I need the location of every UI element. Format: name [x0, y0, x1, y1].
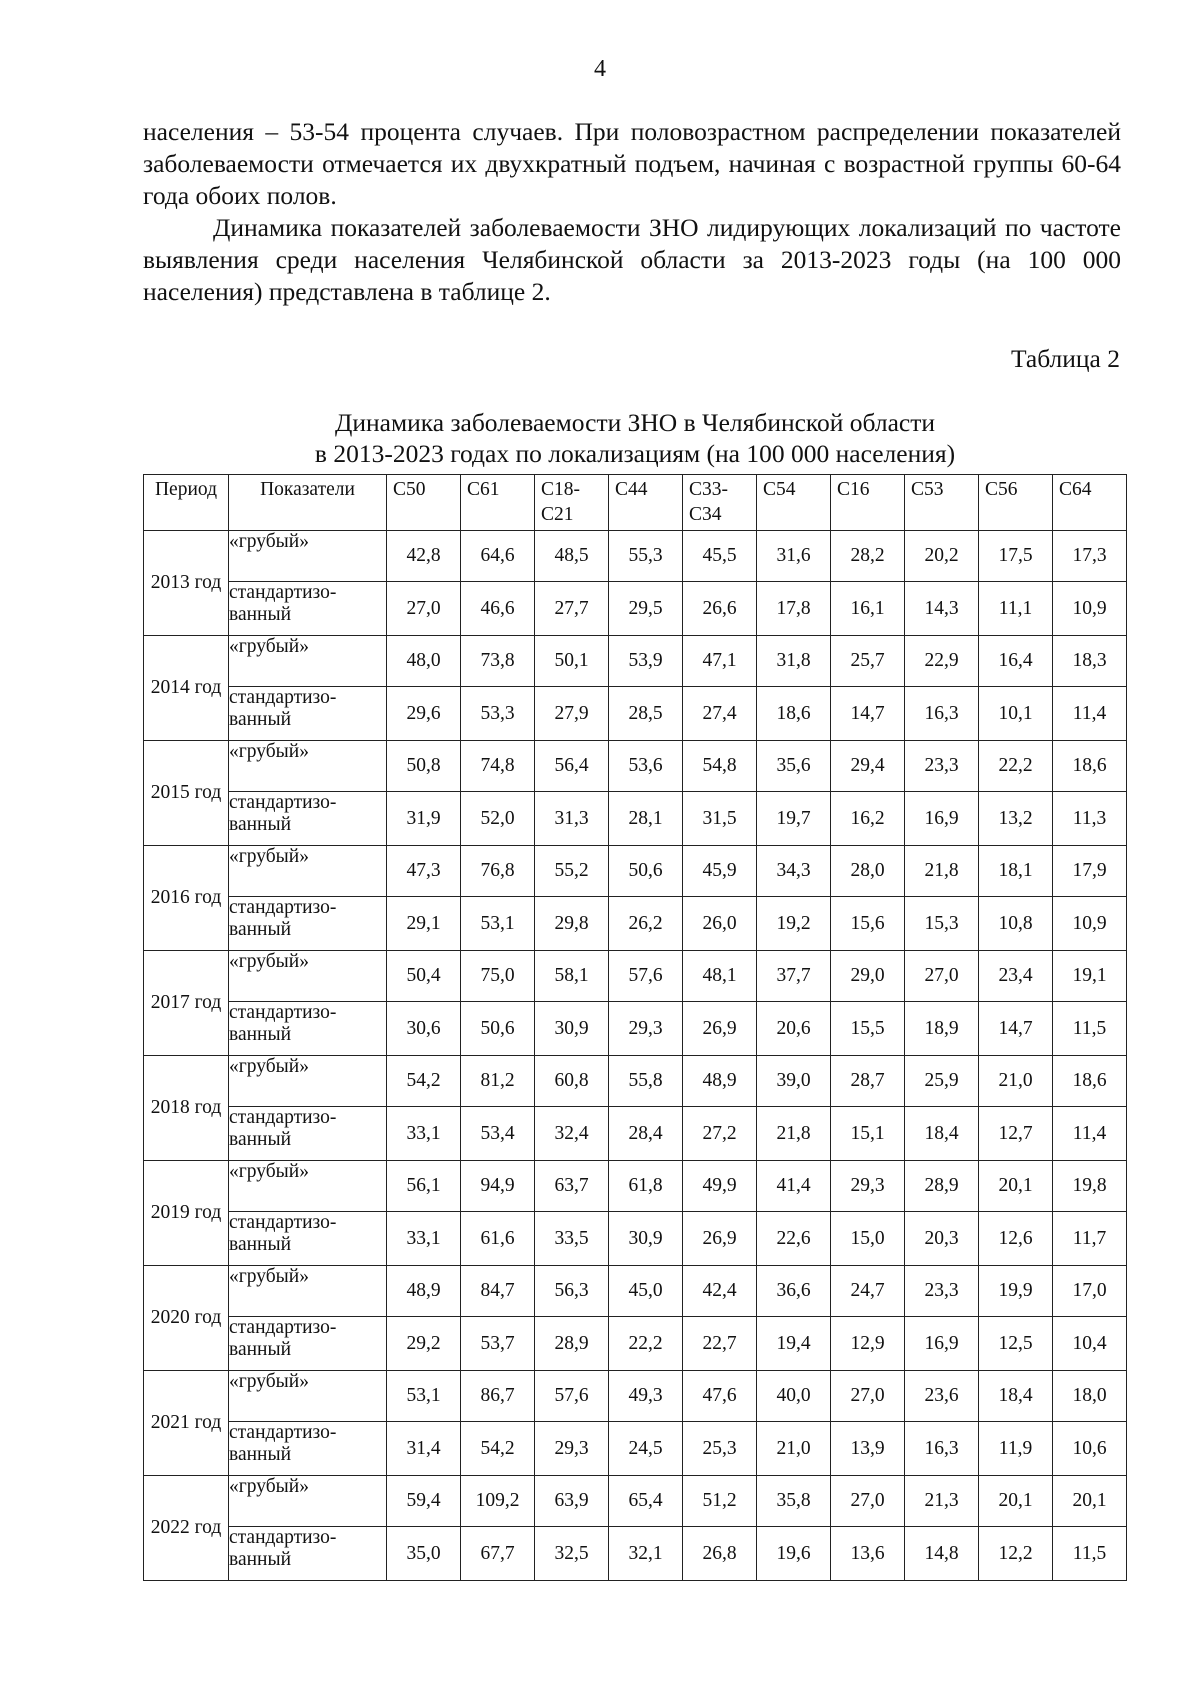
indicator-standardized: стандартизо-ванный — [229, 792, 387, 846]
value-cell: 25,7 — [831, 636, 905, 687]
value-cell: 39,0 — [757, 1056, 831, 1107]
indicator-standardized: стандартизо-ванный — [229, 1002, 387, 1056]
value-cell: 16,3 — [905, 687, 979, 741]
table-header-row — [144, 475, 1127, 531]
value-cell: 18,3 — [1053, 636, 1127, 687]
value-cell: 58,1 — [535, 951, 609, 1002]
value-cell: 47,6 — [683, 1371, 757, 1422]
header-c50: С50 — [387, 475, 461, 531]
value-cell: 49,9 — [683, 1161, 757, 1212]
value-cell: 10,8 — [979, 897, 1053, 951]
value-cell: 14,7 — [831, 687, 905, 741]
value-cell: 29,1 — [387, 897, 461, 951]
table-title-line-1: Динамика заболеваемости ЗНО в Челябинской области — [334, 408, 936, 437]
table-row-crude — [144, 1056, 1127, 1107]
table-row-standardized — [144, 1422, 1127, 1476]
value-cell: 16,1 — [831, 582, 905, 636]
value-cell: 10,1 — [979, 687, 1053, 741]
header-c61: С61 — [461, 475, 535, 531]
value-cell: 55,8 — [609, 1056, 683, 1107]
value-cell: 29,3 — [609, 1002, 683, 1056]
value-cell: 15,1 — [831, 1107, 905, 1161]
value-cell: 22,6 — [757, 1212, 831, 1266]
value-cell: 55,2 — [535, 846, 609, 897]
value-cell: 64,6 — [461, 531, 535, 582]
value-cell: 52,0 — [461, 792, 535, 846]
value-cell: 17,3 — [1053, 531, 1127, 582]
value-cell: 59,4 — [387, 1476, 461, 1527]
value-cell: 81,2 — [461, 1056, 535, 1107]
value-cell: 53,4 — [461, 1107, 535, 1161]
value-cell: 27,0 — [905, 951, 979, 1002]
value-cell: 73,8 — [461, 636, 535, 687]
paragraph-dynamics: Динамика показателей заболеваемости ЗНО лидирующих локализаций по частоте выявления среди населения Челябинской области за 2013-2023 годы (на 100 000 населения) представлена в таблице 2. — [143, 213, 1121, 306]
value-cell: 51,2 — [683, 1476, 757, 1527]
value-cell: 18,1 — [979, 846, 1053, 897]
value-cell: 10,9 — [1053, 897, 1127, 951]
value-cell: 27,0 — [831, 1371, 905, 1422]
value-cell: 12,7 — [979, 1107, 1053, 1161]
value-cell: 12,2 — [979, 1527, 1053, 1581]
value-cell: 19,2 — [757, 897, 831, 951]
value-cell: 31,5 — [683, 792, 757, 846]
period-cell: 2019 год — [144, 1161, 229, 1266]
incidence-table — [143, 474, 1127, 1581]
value-cell: 31,4 — [387, 1422, 461, 1476]
value-cell: 32,5 — [535, 1527, 609, 1581]
value-cell: 26,0 — [683, 897, 757, 951]
value-cell: 20,2 — [905, 531, 979, 582]
value-cell: 28,0 — [831, 846, 905, 897]
period-cell: 2013 год — [144, 531, 229, 636]
value-cell: 63,7 — [535, 1161, 609, 1212]
table-row-crude — [144, 1371, 1127, 1422]
value-cell: 94,9 — [461, 1161, 535, 1212]
table-row-crude — [144, 636, 1127, 687]
value-cell: 18,6 — [1053, 741, 1127, 792]
indicator-crude: «грубый» — [229, 951, 387, 1002]
value-cell: 45,5 — [683, 531, 757, 582]
value-cell: 61,8 — [609, 1161, 683, 1212]
value-cell: 65,4 — [609, 1476, 683, 1527]
value-cell: 31,3 — [535, 792, 609, 846]
value-cell: 57,6 — [535, 1371, 609, 1422]
indicator-crude: «грубый» — [229, 1476, 387, 1527]
header-c54: С54 — [757, 475, 831, 531]
value-cell: 27,2 — [683, 1107, 757, 1161]
value-cell: 11,3 — [1053, 792, 1127, 846]
table-row-standardized — [144, 1527, 1127, 1581]
value-cell: 26,6 — [683, 582, 757, 636]
value-cell: 16,2 — [831, 792, 905, 846]
header-c16: С16 — [831, 475, 905, 531]
value-cell: 25,3 — [683, 1422, 757, 1476]
value-cell: 28,9 — [535, 1317, 609, 1371]
value-cell: 26,8 — [683, 1527, 757, 1581]
value-cell: 54,2 — [461, 1422, 535, 1476]
indicator-crude: «грубый» — [229, 741, 387, 792]
value-cell: 11,7 — [1053, 1212, 1127, 1266]
value-cell: 23,6 — [905, 1371, 979, 1422]
value-cell: 35,6 — [757, 741, 831, 792]
value-cell: 32,1 — [609, 1527, 683, 1581]
indicator-standardized: стандартизо-ванный — [229, 1527, 387, 1581]
value-cell: 29,2 — [387, 1317, 461, 1371]
value-cell: 20,1 — [979, 1161, 1053, 1212]
value-cell: 45,0 — [609, 1266, 683, 1317]
value-cell: 12,9 — [831, 1317, 905, 1371]
indicator-crude: «грубый» — [229, 1371, 387, 1422]
indicator-standardized: стандартизо-ванный — [229, 897, 387, 951]
table-row-crude — [144, 1476, 1127, 1527]
value-cell: 13,9 — [831, 1422, 905, 1476]
value-cell: 28,7 — [831, 1056, 905, 1107]
value-cell: 17,0 — [1053, 1266, 1127, 1317]
value-cell: 19,4 — [757, 1317, 831, 1371]
value-cell: 35,0 — [387, 1527, 461, 1581]
value-cell: 20,1 — [979, 1476, 1053, 1527]
value-cell: 41,4 — [757, 1161, 831, 1212]
value-cell: 33,1 — [387, 1212, 461, 1266]
indicator-crude: «грубый» — [229, 1161, 387, 1212]
value-cell: 35,8 — [757, 1476, 831, 1527]
value-cell: 29,0 — [831, 951, 905, 1002]
value-cell: 25,9 — [905, 1056, 979, 1107]
value-cell: 46,6 — [461, 582, 535, 636]
value-cell: 18,4 — [979, 1371, 1053, 1422]
table-row-crude — [144, 531, 1127, 582]
indicator-crude: «грубый» — [229, 531, 387, 582]
header-c33-c34: С33-С34 — [683, 475, 757, 531]
value-cell: 28,9 — [905, 1161, 979, 1212]
value-cell: 53,3 — [461, 687, 535, 741]
value-cell: 30,6 — [387, 1002, 461, 1056]
indicator-standardized: стандартизо-ванный — [229, 687, 387, 741]
header-c18-c21: С18-С21 — [535, 475, 609, 531]
value-cell: 22,9 — [905, 636, 979, 687]
value-cell: 27,4 — [683, 687, 757, 741]
indicator-standardized: стандартизо-ванный — [229, 582, 387, 636]
value-cell: 27,9 — [535, 687, 609, 741]
value-cell: 21,0 — [979, 1056, 1053, 1107]
value-cell: 22,2 — [979, 741, 1053, 792]
value-cell: 26,9 — [683, 1002, 757, 1056]
value-cell: 15,3 — [905, 897, 979, 951]
value-cell: 47,1 — [683, 636, 757, 687]
table-label: Таблица 2 — [1010, 344, 1120, 373]
value-cell: 12,6 — [979, 1212, 1053, 1266]
value-cell: 60,8 — [535, 1056, 609, 1107]
value-cell: 30,9 — [535, 1002, 609, 1056]
value-cell: 28,1 — [609, 792, 683, 846]
value-cell: 37,7 — [757, 951, 831, 1002]
value-cell: 54,2 — [387, 1056, 461, 1107]
value-cell: 16,9 — [905, 1317, 979, 1371]
value-cell: 23,4 — [979, 951, 1053, 1002]
value-cell: 63,9 — [535, 1476, 609, 1527]
value-cell: 18,4 — [905, 1107, 979, 1161]
value-cell: 10,6 — [1053, 1422, 1127, 1476]
value-cell: 23,3 — [905, 741, 979, 792]
value-cell: 86,7 — [461, 1371, 535, 1422]
value-cell: 67,7 — [461, 1527, 535, 1581]
value-cell: 56,4 — [535, 741, 609, 792]
value-cell: 50,6 — [461, 1002, 535, 1056]
value-cell: 31,8 — [757, 636, 831, 687]
value-cell: 19,7 — [757, 792, 831, 846]
value-cell: 15,0 — [831, 1212, 905, 1266]
header-c44: С44 — [609, 475, 683, 531]
value-cell: 18,9 — [905, 1002, 979, 1056]
value-cell: 48,5 — [535, 531, 609, 582]
value-cell: 53,9 — [609, 636, 683, 687]
value-cell: 76,8 — [461, 846, 535, 897]
indicator-standardized: стандартизо-ванный — [229, 1107, 387, 1161]
value-cell: 28,4 — [609, 1107, 683, 1161]
value-cell: 16,9 — [905, 792, 979, 846]
value-cell: 27,0 — [387, 582, 461, 636]
period-cell: 2022 год — [144, 1476, 229, 1581]
indicator-crude: «грубый» — [229, 636, 387, 687]
value-cell: 11,9 — [979, 1422, 1053, 1476]
indicator-standardized: стандартизо-ванный — [229, 1212, 387, 1266]
header-c53: С53 — [905, 475, 979, 531]
value-cell: 14,8 — [905, 1527, 979, 1581]
value-cell: 10,9 — [1053, 582, 1127, 636]
value-cell: 21,3 — [905, 1476, 979, 1527]
value-cell: 40,0 — [757, 1371, 831, 1422]
value-cell: 74,8 — [461, 741, 535, 792]
value-cell: 53,1 — [387, 1371, 461, 1422]
table-row-crude — [144, 951, 1127, 1002]
header-c64: С64 — [1053, 475, 1127, 531]
value-cell: 29,3 — [535, 1422, 609, 1476]
indicator-crude: «грубый» — [229, 1056, 387, 1107]
value-cell: 14,3 — [905, 582, 979, 636]
value-cell: 22,2 — [609, 1317, 683, 1371]
value-cell: 20,6 — [757, 1002, 831, 1056]
value-cell: 48,1 — [683, 951, 757, 1002]
value-cell: 11,5 — [1053, 1002, 1127, 1056]
period-cell: 2014 год — [144, 636, 229, 741]
table-row-standardized — [144, 792, 1127, 846]
value-cell: 55,3 — [609, 531, 683, 582]
value-cell: 17,5 — [979, 531, 1053, 582]
value-cell: 27,0 — [831, 1476, 905, 1527]
value-cell: 17,8 — [757, 582, 831, 636]
value-cell: 29,4 — [831, 741, 905, 792]
page-number: 4 — [594, 56, 606, 82]
table-title — [143, 407, 1127, 469]
value-cell: 18,0 — [1053, 1371, 1127, 1422]
period-cell: 2018 год — [144, 1056, 229, 1161]
value-cell: 53,6 — [609, 741, 683, 792]
value-cell: 36,6 — [757, 1266, 831, 1317]
table-row-standardized — [144, 687, 1127, 741]
indicator-standardized: стандартизо-ванный — [229, 1422, 387, 1476]
value-cell: 20,1 — [1053, 1476, 1127, 1527]
period-cell: 2016 год — [144, 846, 229, 951]
header-c56: С56 — [979, 475, 1053, 531]
value-cell: 57,6 — [609, 951, 683, 1002]
value-cell: 50,6 — [609, 846, 683, 897]
table-row-crude — [144, 1266, 1127, 1317]
value-cell: 19,1 — [1053, 951, 1127, 1002]
value-cell: 31,9 — [387, 792, 461, 846]
value-cell: 13,6 — [831, 1527, 905, 1581]
value-cell: 11,4 — [1053, 687, 1127, 741]
value-cell: 47,3 — [387, 846, 461, 897]
value-cell: 42,4 — [683, 1266, 757, 1317]
value-cell: 18,6 — [1053, 1056, 1127, 1107]
period-cell: 2017 год — [144, 951, 229, 1056]
value-cell: 56,3 — [535, 1266, 609, 1317]
value-cell: 31,6 — [757, 531, 831, 582]
value-cell: 56,1 — [387, 1161, 461, 1212]
value-cell: 17,9 — [1053, 846, 1127, 897]
value-cell: 53,7 — [461, 1317, 535, 1371]
header-period: Период — [144, 475, 229, 531]
value-cell: 28,2 — [831, 531, 905, 582]
value-cell: 49,3 — [609, 1371, 683, 1422]
table-row-standardized — [144, 1107, 1127, 1161]
table-row-crude — [144, 1161, 1127, 1212]
table-row-standardized — [144, 582, 1127, 636]
value-cell: 32,4 — [535, 1107, 609, 1161]
table-row-crude — [144, 741, 1127, 792]
value-cell: 61,6 — [461, 1212, 535, 1266]
value-cell: 26,2 — [609, 897, 683, 951]
value-cell: 34,3 — [757, 846, 831, 897]
value-cell: 48,9 — [387, 1266, 461, 1317]
value-cell: 21,8 — [905, 846, 979, 897]
value-cell: 14,7 — [979, 1002, 1053, 1056]
value-cell: 29,3 — [831, 1161, 905, 1212]
value-cell: 33,1 — [387, 1107, 461, 1161]
value-cell: 29,8 — [535, 897, 609, 951]
value-cell: 28,5 — [609, 687, 683, 741]
table-row-crude — [144, 846, 1127, 897]
value-cell: 19,9 — [979, 1266, 1053, 1317]
value-cell: 48,0 — [387, 636, 461, 687]
value-cell: 84,7 — [461, 1266, 535, 1317]
value-cell: 10,4 — [1053, 1317, 1127, 1371]
table-row-standardized — [144, 1002, 1127, 1056]
value-cell: 30,9 — [609, 1212, 683, 1266]
value-cell: 19,8 — [1053, 1161, 1127, 1212]
table-body — [144, 531, 1127, 1581]
value-cell: 11,4 — [1053, 1107, 1127, 1161]
period-cell: 2021 год — [144, 1371, 229, 1476]
value-cell: 54,8 — [683, 741, 757, 792]
value-cell: 21,8 — [757, 1107, 831, 1161]
value-cell: 29,6 — [387, 687, 461, 741]
value-cell: 15,5 — [831, 1002, 905, 1056]
value-cell: 109,2 — [461, 1476, 535, 1527]
indicator-crude: «грубый» — [229, 1266, 387, 1317]
value-cell: 18,6 — [757, 687, 831, 741]
value-cell: 20,3 — [905, 1212, 979, 1266]
value-cell: 21,0 — [757, 1422, 831, 1476]
value-cell: 11,1 — [979, 582, 1053, 636]
value-cell: 23,3 — [905, 1266, 979, 1317]
header-indicators: Показатели — [229, 475, 387, 531]
value-cell: 48,9 — [683, 1056, 757, 1107]
value-cell: 16,3 — [905, 1422, 979, 1476]
value-cell: 33,5 — [535, 1212, 609, 1266]
value-cell: 24,7 — [831, 1266, 905, 1317]
indicator-standardized: стандартизо-ванный — [229, 1317, 387, 1371]
value-cell: 13,2 — [979, 792, 1053, 846]
indicator-crude: «грубый» — [229, 846, 387, 897]
value-cell: 16,4 — [979, 636, 1053, 687]
value-cell: 50,8 — [387, 741, 461, 792]
period-cell: 2020 год — [144, 1266, 229, 1371]
value-cell: 15,6 — [831, 897, 905, 951]
value-cell: 50,4 — [387, 951, 461, 1002]
table-title-line-2: в 2013-2023 годах по локализациям (на 100 000 населения) — [314, 439, 956, 468]
period-cell: 2015 год — [144, 741, 229, 846]
value-cell: 19,6 — [757, 1527, 831, 1581]
value-cell: 22,7 — [683, 1317, 757, 1371]
table-row-standardized — [144, 1317, 1127, 1371]
value-cell: 26,9 — [683, 1212, 757, 1266]
value-cell: 24,5 — [609, 1422, 683, 1476]
value-cell: 53,1 — [461, 897, 535, 951]
value-cell: 27,7 — [535, 582, 609, 636]
value-cell: 12,5 — [979, 1317, 1053, 1371]
value-cell: 45,9 — [683, 846, 757, 897]
value-cell: 75,0 — [461, 951, 535, 1002]
value-cell: 29,5 — [609, 582, 683, 636]
value-cell: 50,1 — [535, 636, 609, 687]
paragraph-intro: населения – 53-54 процента случаев. При половозрастном распределении показателей заболеваемости отмечается их двухкратный подъем, начиная с возрастной группы 60-64 года обоих полов. — [143, 117, 1121, 210]
value-cell: 42,8 — [387, 531, 461, 582]
table-row-standardized — [144, 897, 1127, 951]
value-cell: 11,5 — [1053, 1527, 1127, 1581]
table-row-standardized — [144, 1212, 1127, 1266]
